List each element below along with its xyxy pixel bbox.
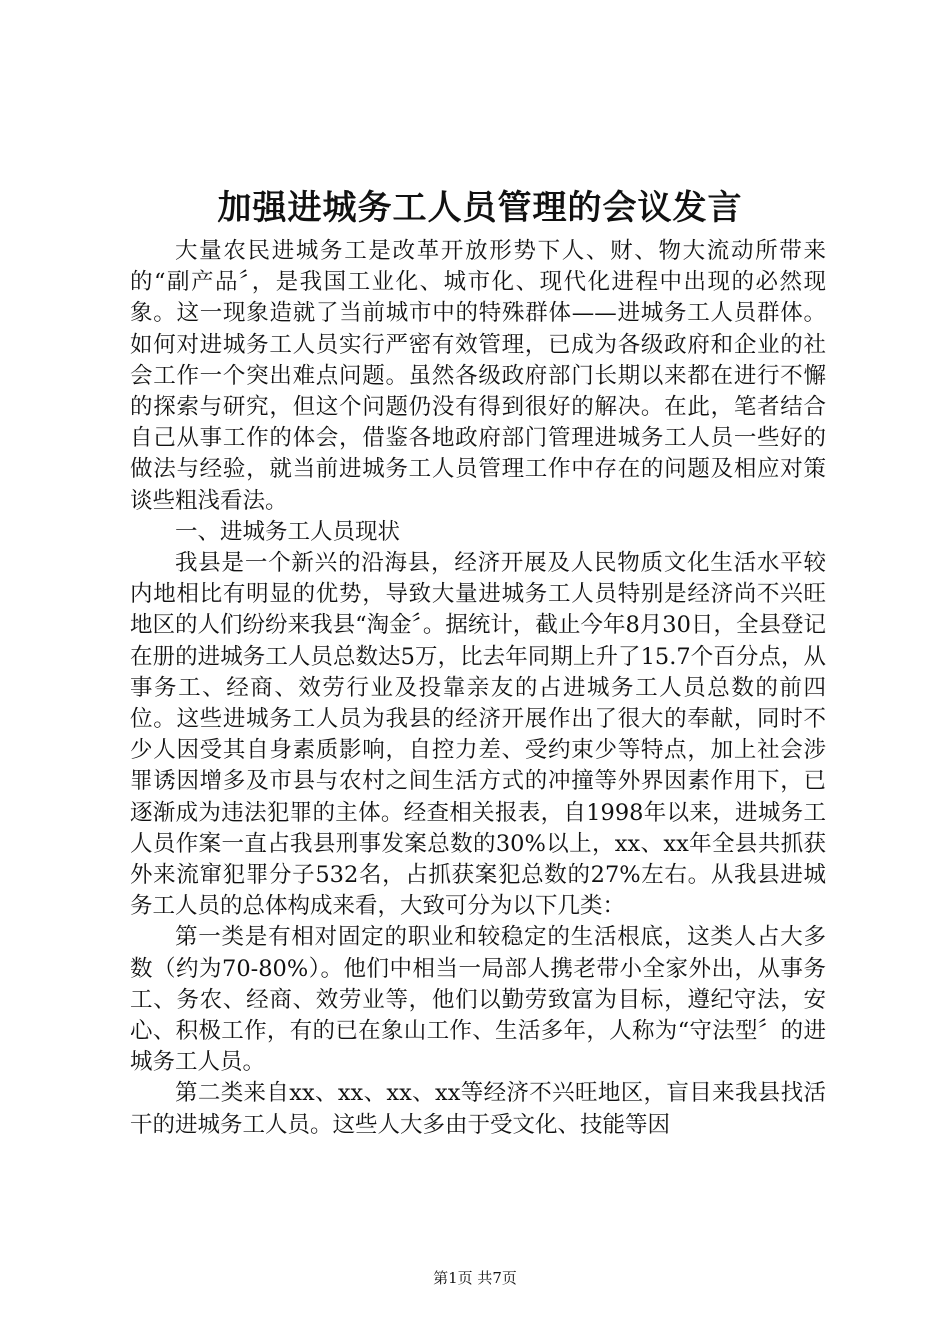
- document-body: [130, 236, 826, 1141]
- paragraph-category-two: 第二类来自xx、xx、xx、xx等经济不兴旺地区，盲目来我县找活干的进城务工人员。这些人大多由于受文化、技能等因: [130, 1080, 826, 1138]
- paragraph-status: 我县是一个新兴的沿海县，经济开展及人民物质文化生活水平较内地相比有明显的优势，导致大量进城务工人员特别是经济尚不兴旺地区的人们纷纷来我县“淘金〞。据统计，截止今年8月30日，全县登记在册的进城务工人员总数达5万，比去年同期上升了15.7个百分点，从事务工、经商、效劳行业及投靠亲友的占进城务工人员总数的前四位。这些进城务工人员为我县的经济开展作出了很大的奉献，同时不少人因受其自身素质影响，自控力差、受约束少等特点，加上社会涉罪诱因增多及市县与农村之间生活方式的冲撞等外界因素作用下，已逐渐成为违法犯罪的主体。经查相关报表，自1998年以来，进城务工人员作案一直占我县刑事发案总数的30%以上，xx、xx年全县共抓获外来流窜犯罪分子532名，占抓获案犯总数的27%左右。从我县进城务工人员的总体构成来看，大致可分为以下几类：: [130, 550, 826, 920]
- document-title: 加强进城务工人员管理的会议发言: [217, 188, 743, 228]
- paragraph-category-one: 第一类是有相对固定的职业和较稳定的生活根底，这类人占大多数（约为70-80%）。他们中相当一局部人携老带小全家外出，从事务工、务农、经商、效劳业等，他们以勤劳致富为目标，遵纪守法，安心、积极工作，有的已在象山工作、生活多年，人称为“守法型〞的进城务工人员。: [130, 924, 826, 1076]
- page-footer: 第1页 共7页: [433, 1269, 517, 1287]
- paragraph-intro: 大量农民进城务工是改革开放形势下人、财、物大流动所带来的“副产品〞，是我国工业化、城市化、现代化进程中出现的必然现象。这一现象造就了当前城市中的特殊群体——进城务工人员群体。如何对进城务工人员实行严密有效管理，已成为各级政府和企业的社会工作一个突出难点问题。虽然各级政府部门长期以来都在进行不懈的探索与研究，但这个问题仍没有得到很好的解决。在此，笔者结合自己从事工作的体会，借鉴各地政府部门管理进城务工人员一些好的做法与经验，就当前进城务工人员管理工作中存在的问题及相应对策谈些粗浅看法。: [130, 238, 826, 514]
- section-heading: 一、进城务工人员现状: [175, 518, 401, 545]
